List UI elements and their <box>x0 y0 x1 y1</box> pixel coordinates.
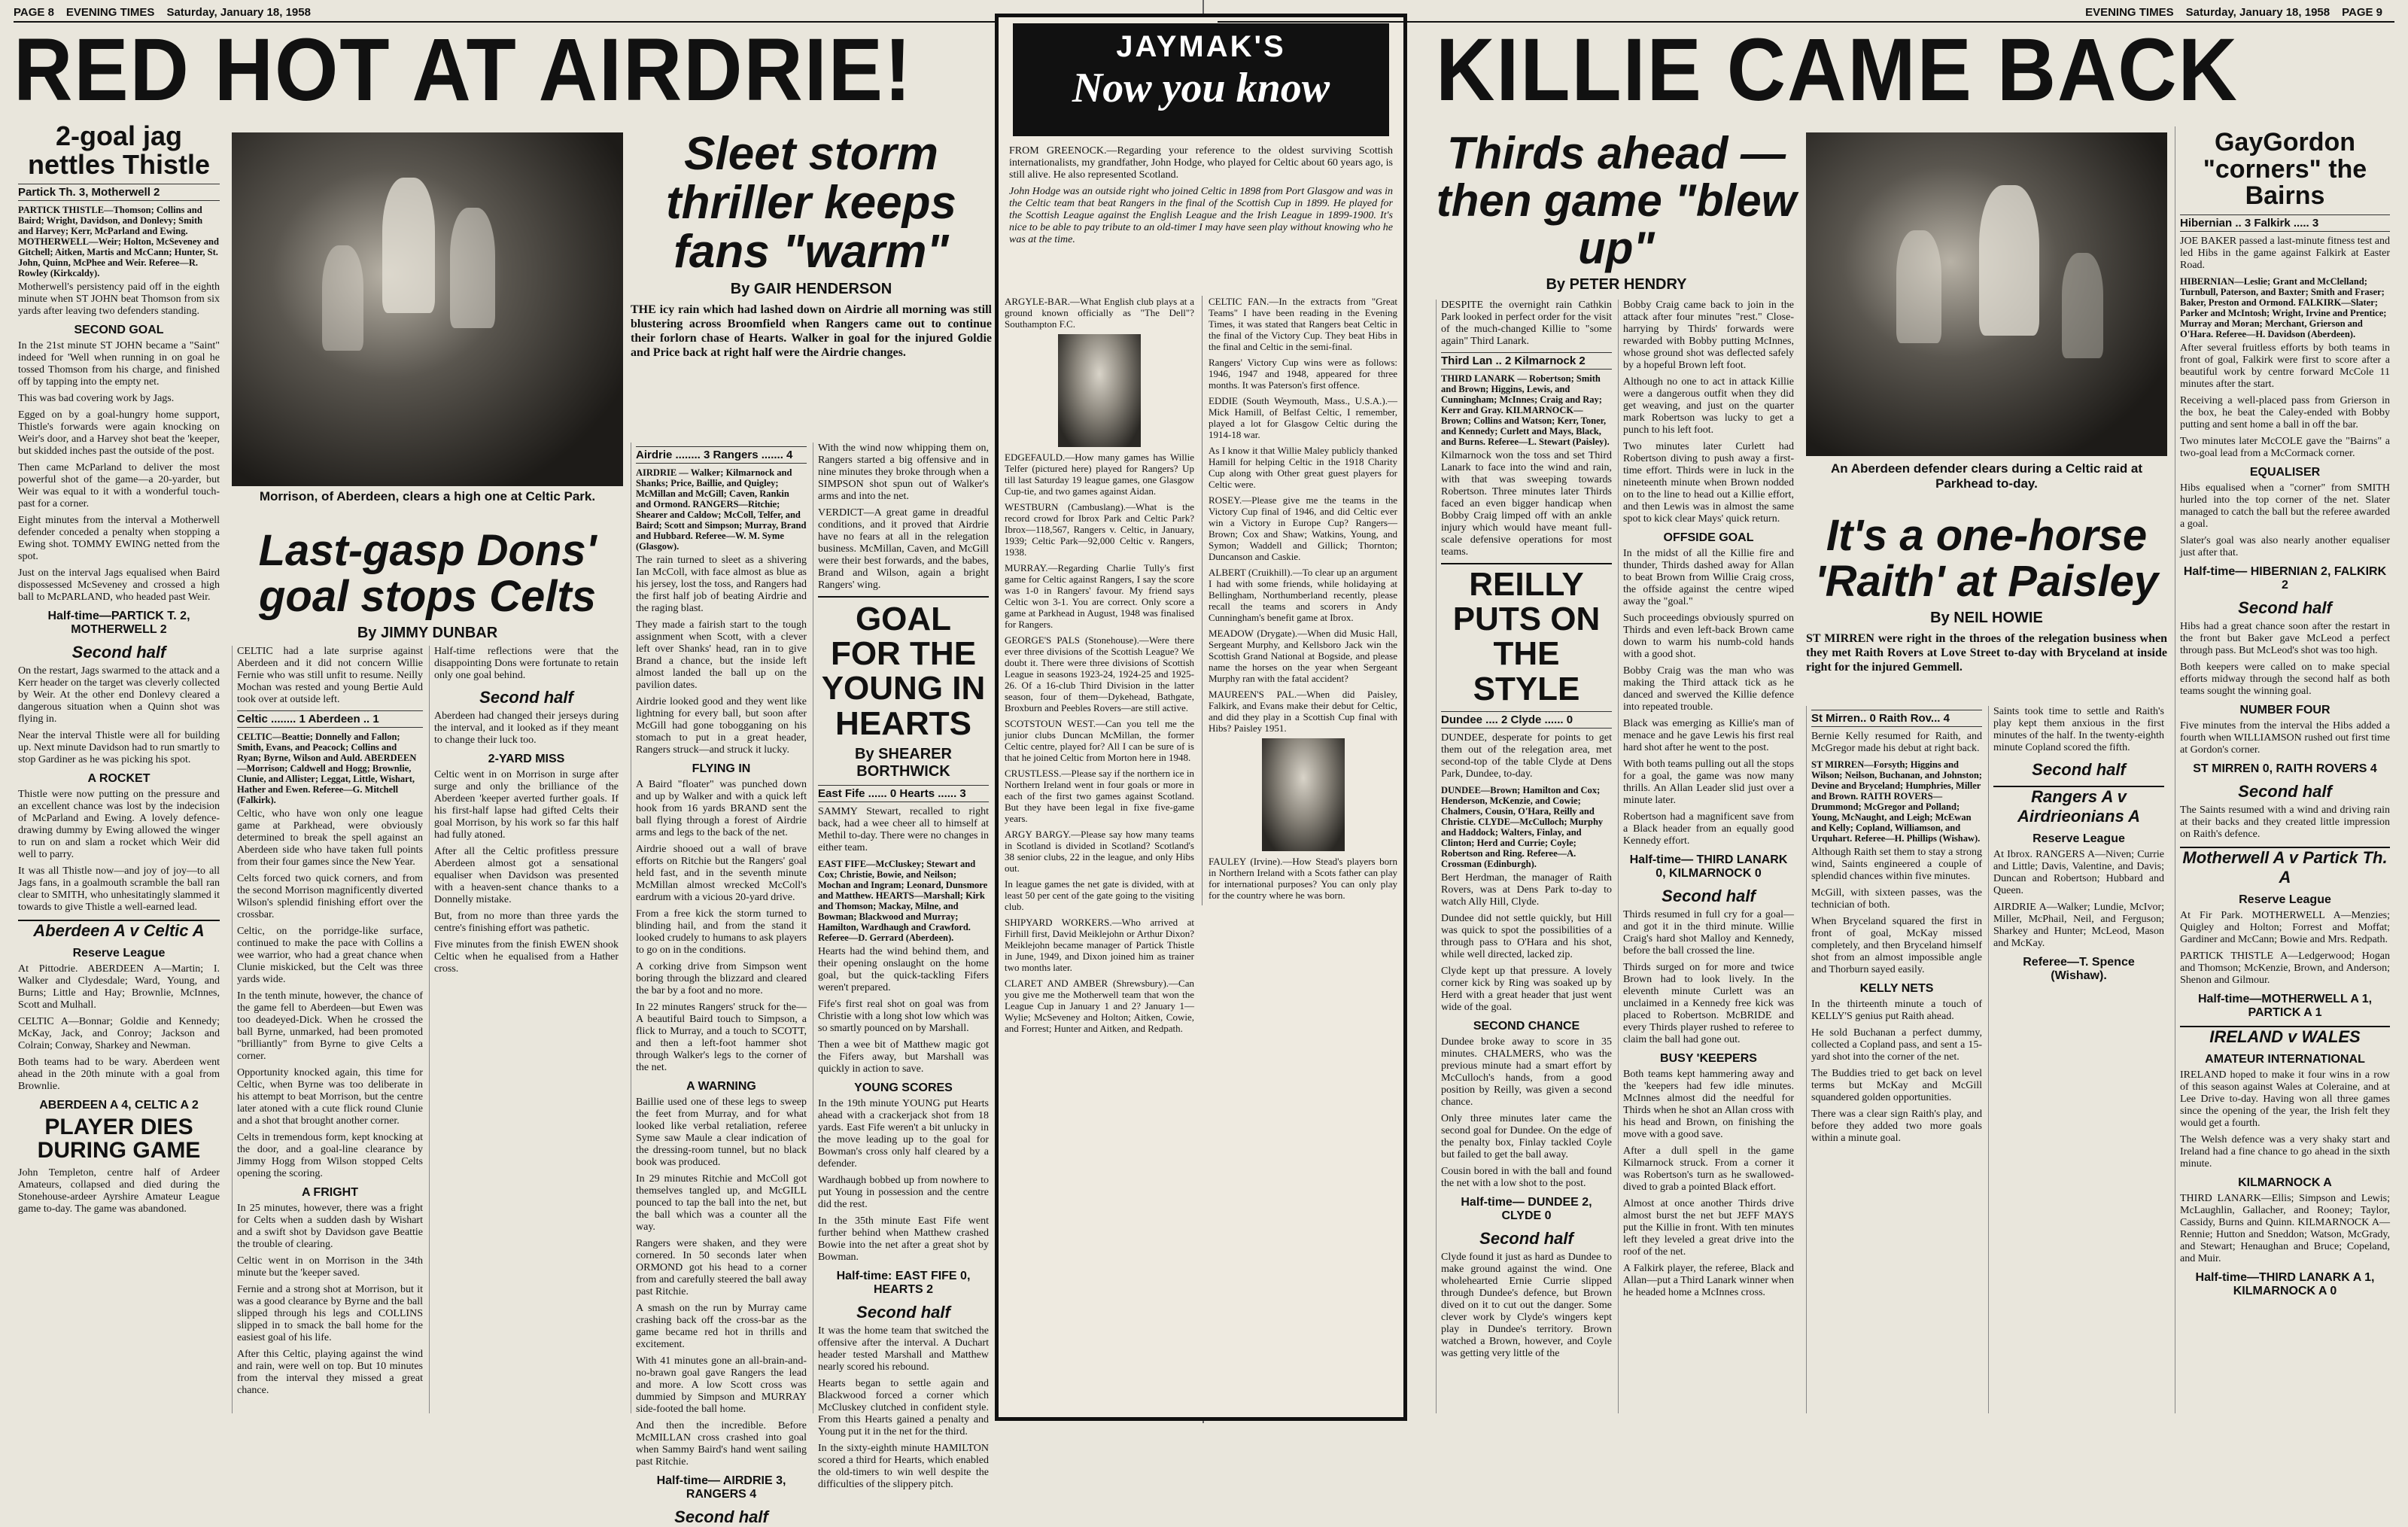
celtic-headline-block <box>232 525 623 646</box>
hibs-p4: Two minutes later McCOLE gave the "Bairns" a two-goal lead from a McCormack corner. <box>2180 436 2390 460</box>
jaymak-item: EDGEFAULD.—How many games has Willie Telfer (pictured here) played for Rangers? Up till last Saturday 19 league games, one Glasgow Cup-tie, and two games against Aidan. <box>1005 452 1194 497</box>
goal-p8: It was the home team that switched the offensive after the interval. A Duchart header tested Marshall and Matthew nearly scored his rebound. <box>818 1325 989 1373</box>
reilly-p5: Dundee broke away to score in 35 minutes. CHALMERS, who was the previous minute had a smart effort by McCulloch's hands, from a good position by Reilly, was given a second chance. <box>1441 1036 1612 1108</box>
reserve3-note: Reserve League <box>2033 832 2125 845</box>
partick-half: Half-time—PARTICK T. 2, MOTHERWELL 2 <box>47 609 190 636</box>
hibs-p5: Hibs equalised when a "corner" from SMITH hurled into the top corner of the net. Slater managed to catch the ball but the referee awarded a goal. <box>2180 482 2390 531</box>
reilly-p7: Cousin bored in with the ball and found the net with a low shot to the post. <box>1441 1165 1612 1189</box>
celtic-p8: In 25 minutes, however, there was a fright for Celts when a sudden dash by Wishart and a swift shot by Davidson gave Beattie the trouble of clearing. <box>237 1203 423 1250</box>
raith-sub1: KELLY NETS <box>1859 982 1934 995</box>
thirds-sub1: OFFSIDE GOAL <box>1663 531 1754 544</box>
thirds-p7: Such proceedings obviously spurred on Thirds and even left-back Brown came down to warm his numb-cold hands with a good shot. <box>1623 613 1794 660</box>
hibs-p6: Slater's goal was also nearly another equaliser just after that. <box>2180 535 2390 559</box>
airdrie-headline-block <box>631 126 992 364</box>
airdrie-half: Half-time— AIRDRIE 3, RANGERS 4 <box>656 1474 786 1501</box>
airdrie-article-col1 <box>631 443 811 1526</box>
celtic-headline: Last-gasp Dons' goal stops Celts <box>258 526 597 621</box>
jaymak-item: MURRAY.—Regarding Charlie Tully's first game for Celtic against Rangers, I say the score was 1-0 in Rangers' favour. My friend says Celtic won 3-1. You are correct. Only score a game at Parkhead in August, 1948 was finalised for Rangers. <box>1005 562 1194 630</box>
airdrie-teams: AIRDRIE — Walker; Kilmarnock and Shanks; Price, Baillie, and Quigley; McMillan and McGill; Caven, Rankin and Ormond. RANGERS—Ritchie; Shearer and Caldow; McColl, Telfer, and Baird; Scott and Simpson; Murray, Brand and Hubbard. Referee—W. M. Syme (Glasgow). <box>636 467 807 552</box>
raith-p3: Although Raith set them to stay a strong wind, Saints engineered a couple of splendid chances within five minutes. <box>1811 847 1982 882</box>
partick-sub3: A ROCKET <box>87 771 150 785</box>
partick-sub1: SECOND GOAL <box>74 323 164 336</box>
partick-p3: This was bad covering work by Jags. <box>18 392 175 404</box>
killieres-half: Half-time—THIRD LANARK A 1, KILMARNOCK A 0 <box>2195 1271 2375 1298</box>
partick-p4: Egged on by a goal-hungry home support, Thistle's forwards were again knocking on Weir's door, and a Harvey shot beat the 'keeper, but skidded inches past the outside of the post. <box>18 409 220 457</box>
airdrie-p5: A Baird "floater" was punched down and up by Walker and with a quick left hook from 16 yards BRAND sent the ball flying through a forest of Airdrie arms and legs to the back of the net. <box>636 779 807 838</box>
partick-p8: On the restart, Jags swarmed to the attack and a Kerr header on the target was cleverly collected by Weir. At the other end Donlevy cleared a dangerous situation when a Quinn shot was flying in. <box>18 665 220 725</box>
thirds-p6: In the midst of all the Killie fire and thunder, Thirds dashed away for Allan to beat Brown from Willie Craig cross, the offside against the centre wiped away the "goal." <box>1623 548 1794 607</box>
right-page <box>1204 0 2408 1423</box>
raith-half: ST MIRREN 0, RAITH ROVERS 4 <box>2193 762 2377 776</box>
raith-p6: In the thirteenth minute a touch of KELLY'S genius put Raith ahead. <box>1811 999 1982 1022</box>
airdrie-sub3: Second half <box>674 1507 768 1526</box>
airdrie-goal-col <box>813 443 993 1490</box>
celtic-p5: In the tenth minute, however, the chance of the game fell to Aberdeen—but Ewen was too deadeyed-Dick. When he crossed the ball Byrne, unmarked, had been promoted "brilliantly" from Byrne to give Celts a corner. <box>237 990 423 1062</box>
reilly-score: Dundee .... 2 Clyde ...... 0 <box>1441 711 1612 729</box>
jaymak-item: ARGYLE-BAR.—What English club plays at a ground known officially as "The Dell"? Southampton F.C. <box>1005 296 1194 330</box>
jaymak-intro-p2: John Hodge was an outside right who joined Celtic in 1898 from Port Glasgow and was in the Celtic team that beat Rangers in the final of the Scottish Cup in 1899. He played for the Scottish League against the English League and the Irish League in 1899-1900. It's nice to be able to pay tribute to an old-timer I may have seen play without knowing who he was at the time. <box>1009 186 1393 245</box>
airdrie-p16: With the wind now whipping them on, Rangers started a big offensive and in nine minutes they broke through when a SIMPSON shot spun out of Walker's arms and into the net. <box>818 443 989 502</box>
thirds-article-col2 <box>1618 300 1798 1413</box>
jaymak-logo-bottom: Now you know <box>1072 65 1330 111</box>
reserve3-p2: AIRDRIE A—Walker; Lundie, McIvor; Miller, McPhail, Neil, and Ferguson; Sharkey and Hunter; McLeod, Mason and McKay. <box>1993 902 2164 949</box>
hibs-p9: Five minutes from the interval the Hibs added a fourth when WILLIAMSON rushed out first time at Gordon's corner. <box>2180 720 2390 756</box>
reserve2-heading: Motherwell A v Partick Th. A <box>2180 847 2390 887</box>
goal-byline: By SHEARER BORTHWICK <box>855 745 952 780</box>
thirds-p16: Almost at once another Thirds drive almost burst the net but JEFF MAYS put the Killie in front. With ten minutes left they leveled a great drive into the roof of the net. <box>1623 1198 1794 1258</box>
airdrie-byline: By GAIR HENDERSON <box>730 281 892 298</box>
jaymak-intro-p1: FROM GREENOCK.—Regarding your reference to the oldest surviving Scottish internationalists, my grandfather, John Hodge, who played for Celtic about 60 years ago, is still alive. He also represented Scotland. <box>1009 145 1393 181</box>
airdrie-p12: Rangers were shaken, and they were cornered. In 50 seconds later when ORMOND got his head to a corner from and carefully steered the ball away past Ritchie. <box>636 1238 807 1297</box>
thirds-p4: Although no one to act in attack Killie were a dangerous outfit when they did get weaving, and just on the quarter mark Robertson was lucky to get a punch to his left foot. <box>1623 376 1794 436</box>
ireland-p1: IRELAND hoped to make it four wins in a row of this season against Wales at Coleraine, and at Lee Drive to-day. Having won all three games since the opening of the year, the Irish felt they would get a fourth. <box>2180 1069 2390 1130</box>
thirds-score: Third Lan .. 2 Kilmarnock 2 <box>1441 352 1612 370</box>
jaymak-item: CRUSTLESS.—Please say if the northern ice in Northern Ireland went in four goals or more in each of the first two games against Scotland. But they have been legal in fixe five-game years. <box>1005 768 1194 824</box>
airdrie-sub2: A WARNING <box>686 1080 756 1093</box>
reilly-p1: DUNDEE, desperate for points to get them out of the relegation area, met second-top of the table Clyde at Dens Park, Dundee, to-day. <box>1441 732 1612 780</box>
goal-p7: In the 35th minute East Fife went further behind when Matthew crashed Bowie into the net after a great shot by Bowman. <box>818 1215 989 1263</box>
hibs-sub2: Second half <box>2238 598 2332 618</box>
goal-p1: SAMMY Stewart, recalled to right back, had a wee cheer all to himself at Methil to-day. There were no changes in either team. <box>818 805 989 853</box>
ireland-p2: The Welsh defence was a very shaky start and Ireland had a fine chance to go ahead in the sixth minute. <box>2180 1134 2390 1170</box>
thirds-headline: Thirds ahead —then game "blew up" <box>1436 128 1797 273</box>
partick-p2: In the 21st minute ST JOHN became a "Saint" indeed for 'Well when running in on goal he tossed Thomson from his charge, and finished off by tapping into the empty net. <box>18 339 220 388</box>
celtic-p4: Celtic, on the porridge-like surface, continued to make the pace with Collins a wee warrior, who had a great chance when Clunie miskicked, but the Celt was three yards wide. <box>237 926 423 985</box>
goal-p10: In the sixty-eighth minute HAMILTON scored a third for Hearts, which enabled the old-timers to win well despite the difficulties of the slippery pitch. <box>818 1442 989 1490</box>
reilly-sub1: SECOND CHANCE <box>1473 1019 1580 1033</box>
goal-sub2: Second half <box>856 1302 950 1322</box>
thirds-byline: By PETER HENDRY <box>1546 276 1687 293</box>
raith-article-col2 <box>1988 706 2169 1413</box>
thirds-p13: Thirds surged on for more and twice Brown had to look lively. In the eleventh minute Curlett was an unclaimed in a Kennedy free kick was placed to Robertson. McBRIDE and every Thirds player rushed to referee to claim the ball had gone out. <box>1623 962 1794 1045</box>
reilly-teams: DUNDEE—Brown; Hamilton and Cox; Henderson, McKenzie, and Cowie; Chalmers, Cousin, O'Hara, Reilly and Christie. CLYDE—McCulloch; Murphy and Haddock; Walters, Finlay, and Clinton; Herd and Currie; Coyle; Robertson and Ring. Referee—A. Crossman (Edinburgh). <box>1441 784 1604 869</box>
jaymak-item: MEADOW (Drygate).—When did Music Hall, Sergeant Murphy, and Kellsboro Jack win the Scottish Grand National at Bogside, and please name the horses on the year when Sergeant Murphy ran with the fatal accident? <box>1209 628 1397 684</box>
reserve2-p1: At Fir Park. MOTHERWELL A—Menzies; Quigley and Holton; Forrest and Moffat; Gardiner and McCann; Bowie and Mrs. Redpath. <box>2180 910 2390 946</box>
celtic-teams: CELTIC—Beattie; Donnelly and Fallon; Smith, Evans, and Peacock; Collins and Ryan; Byrne, Wilson and Auld. ABERDEEN—Morrison; Caldwell and Hogg; Brownlie, Clunie, and Allister; Leggat, Little, Wishart, Hather and Ewen. Referee—G. Mitchell (Falkirk). <box>237 732 417 805</box>
photo-aberdeen-defender <box>1806 132 2167 456</box>
reilly-p6: Only three minutes later came the second goal for Dundee. On the edge of the penalty box, Finlay tackled Coyle but failed to get the ball away. <box>1441 1112 1612 1160</box>
raith-p8: The Buddies tried to get back on level terms but McKay and McGill squandered golden opportunities. <box>1811 1068 1982 1103</box>
thirds-p14: Both teams kept hammering away and the 'keepers had few idle minutes. McInnes almost did the needful for Thirds when he shot an Allan cross with his head and Brown, on finishing the move with a good save. <box>1623 1069 1794 1140</box>
jaymak-item: GEORGE'S PALS (Stonehouse).—Were there ever three divisions of the Scottish League? We doubt it. There were three divisions of Scottish League in seasons 1923-24, 1924-25 and 1925-26. Of a 16-club Third Division in the latter season, four of them—Dykehead, Bathgate, Broxburn and Peebles Rovers—are still active. <box>1005 634 1194 713</box>
celtic-p3: Celts forced two quick corners, and from the second Morrison magnificently diverted Wilson's splendid finishing effort over the crossbar. <box>237 873 423 920</box>
hibs-half: Half-time— HIBERNIAN 2, FALKIRK 2 <box>2183 565 2387 592</box>
hibs-p1: JOE BAKER passed a last-minute fitness test and led Hibs in the game against Falkirk at Easter Road. <box>2180 236 2390 272</box>
airdrie-p1: THE icy rain which had lashed down on Airdrie all morning was still blustering across Broomfield when Rangers came out to continue their forlorn chase of Hearts. Walker in goal for the injured Goldie and Price back at right half were the Airdrie changes. <box>631 303 992 360</box>
portrait-willie-telfer <box>1058 334 1141 447</box>
goal-teams: EAST FIFE—McCluskey; Stewart and Cox; Christie, Bowie, and Neilson; Mochan and Ingram; Leonard, Dunsmore and Matthew. HEARTS—Marshall; Kirk and Thomson; Mackay, Milne, and Bowman; Blackwood and Murray; Hamilton, Wardhaugh and Crawford. Referee—D. Gerrard (Aberdeen). <box>818 858 988 943</box>
celtic-article-col1 <box>232 646 427 1413</box>
hibs-p7: Hibs had a great chance soon after the restart in the front but Baker gave McLeod a perfect through pass. But McLeod's shot was too high. <box>2180 621 2390 657</box>
celtic-p2: Celtic, who have won only one league game at Parkhead, were obviously determined to break the spell against an Aberdeen side who have taken full points from their four games since the New Year. <box>237 808 423 868</box>
left-paper-name: EVENING TIMES <box>65 6 155 19</box>
raith-headline: It's a one-horse 'Raith' at Paisley <box>1814 511 2159 606</box>
airdrie-p13: A smash on the run by Murray came crashing back off the cross-bar as the game became red hot in thrills and excitement. <box>636 1303 807 1350</box>
jaymak-item: As I know it that Willie Maley publicly thanked Hamill for helping Celtic in the 1918 Charity Cup along with Other great guest players for Celtic were. <box>1209 445 1397 490</box>
hibs-score: Hibernian .. 3 Falkirk ..... 3 <box>2180 214 2390 232</box>
killieres-p1: THIRD LANARK—Ellis; Simpson and Lewis; McLaughlin, Gallacher, and Rooney; Taylor, Cassidy, Burns and Quinn. KILMARNOCK A—Rennie; Hutton and Sneddon; Watson, McGrady, and Stewart; Henaughan and Bruce; Copeland, and Muir. <box>2180 1193 2390 1265</box>
airdrie-p11: In 29 minutes Ritchie and McColl got themselves tangled up, and McGILL pounced to tap the ball into the net, but the ball which was a counter all the way. <box>636 1173 807 1233</box>
celtic-p6: Opportunity knocked again, this time for Celtic, when Byrne was too deliberate in his attempt to beat Morrison, but the centre later atoned with a cute flick round Clunie and a shot that brought another corner. <box>237 1067 423 1127</box>
reilly-p2: Bert Herdman, the manager of Raith Rovers, was at Dens Park to-day to watch Ally Hill, Clyde. <box>1441 871 1612 908</box>
celtic-p14: Celtic went in on Morrison in surge after surge and only the brilliance of the Aberdeen 'keeper averted further goals. If his first-half lapse had gifted Celts their goal Morrison, by his work so far this half had fully atoned. <box>434 769 619 841</box>
celtic-p15: After all the Celtic profitless pressure Aberdeen almost got a sensational equaliser when Davidson was presented with a heaven-sent chance thanks to a Donnelly mistake. <box>434 846 619 905</box>
hibs-sub1: EQUALISER <box>2249 466 2321 479</box>
player-p1: John Templeton, centre half of Ardeer Amateurs, collapsed and died during the Stonehouse-ardeer Ayrshire Amateur League game to-day. The game was abandoned. <box>18 1167 220 1215</box>
jaymak-item: ALBERT (Cruikhill).—To clear up an argument I had with some friends, while holidaying at Bellingham, Northumberland recently, please recall the teams and scorers in Andy Cunningham's benefit game at Ibrox. <box>1209 567 1397 623</box>
celtic-p10: Fernie and a strong shot at Morrison, but it was a good clearance by Byrne and the ball slipped through his legs and COLLINS slipped in to smack the ball home for the easiest goal of his life. <box>237 1284 423 1343</box>
reilly-half: Half-time— DUNDEE 2, CLYDE 0 <box>1461 1195 1592 1222</box>
raith-p7: He sold Buchanan a perfect dummy, collected a Copland pass, and sent a 15-yard shot into the corner of the net. <box>1811 1027 1982 1063</box>
ireland-note: AMATEUR INTERNATIONAL <box>2205 1053 2365 1066</box>
celtic-article-col2 <box>429 646 623 1413</box>
partick-p10: Thistle were now putting on the pressure and an excellent chance was lost by the indecision of McParland and Ewing. A lovely defence-drawing dummy by Ewing allowed the winger to run on and slam a rocket which Weir did well to parry. <box>18 788 220 860</box>
jaymak-logo-top: JAYMAK'S <box>1116 30 1286 63</box>
hibs-article <box>2175 126 2394 1413</box>
thirds-p17: A Falkirk player, the referee, Black and Allan—put a Third Lanark winner when he headed home a McInnes cross. <box>1623 1263 1794 1298</box>
photo-aberdeen-caption: Morrison, of Aberdeen, clears a high one at Celtic Park. <box>259 489 596 503</box>
celtic-p1: CELTIC had a late surprise against Aberdeen and it did not concern Willie Fernie who was still unfit to resume. Neilly Mochan was rested and young Bertie Auld took over at outside left. <box>237 646 423 705</box>
jaymak-item: SCOTSTOUN WEST.—Can you tell me the junior clubs Duncan McMillan, the former Celtic centre, played for? All I can be sure of is that he joined Celtic from Morton here in 1948. <box>1005 718 1194 763</box>
reserve2-p2: PARTICK THISTLE A—Ledgerwood; Hogan and Thomson; McKenzie, Brown, and Anderson; Shenon and Gilmour. <box>2180 951 2390 987</box>
jaymak-col1 <box>999 296 1200 1039</box>
thirds-p10: With both teams pulling out all the stops for a goal, the game was now many thrills. An Allan Leader slid just over a minute later. <box>1623 759 1794 806</box>
reserve1-p1: At Pittodrie. ABERDEEN A—Martin; I. Walker and Clydesdale; Ward, Young, and Burns; Little and Hay; Brownlie, McInnes, Scott and Mulhall. <box>18 963 220 1011</box>
right-page-number: PAGE 9 <box>2342 6 2382 19</box>
jaymak-item: ARGY BARGY.—Please say how many teams in Scotland is divided in Scotland? Scotland's 38 senior clubs, 22 in the league, and only Hibs out. <box>1005 829 1194 874</box>
right-date: Saturday, January 18, 1958 <box>2185 6 2330 19</box>
thirds-half: Half-time— THIRD LANARK 0, KILMARNOCK 0 <box>1629 853 1788 880</box>
raith-sub2b: Second half <box>2238 782 2332 802</box>
airdrie-p2: The rain turned to sleet as a shivering Ian McColl, with face almost as blue as his jersey, lost the toss, and Rangers had the first half job of beating Airdrie and the raging blast. <box>636 555 807 614</box>
reserve3-heading: Rangers A v Airdrieonians A <box>1993 786 2164 826</box>
photo-aberdeen-clearance <box>232 132 623 486</box>
airdrie-p3: They made a fairish start to the tough assignment when Scott, with a clever left over Shanks' head, ran in to give Brand a chance, but the inside left almost landed the ball up on the pavilion dates. <box>636 619 807 691</box>
partick-p7: Just on the interval Jags equalised when Baird dispossessed McSeveney and crossed a high ball to McPARLAND, who headed past Weir. <box>18 567 220 603</box>
jaymak-item: ROSEY.—Please give me the teams in the Victory Cup final of 1946, and did Celtic ever win a Victory in Europe Cup? Rangers—Brown; Cox and Shaw; Watkins, Young, and Symon; Waddell and Gillick; Thornton; Duncanson and Caskie. <box>1209 494 1397 562</box>
airdrie-p14: With 41 minutes gone an all-brain-and-no-brawn goal gave Rangers the lead and more. A low Scott cross was dummied by Simpson and MURRAY side-footed the ball home. <box>636 1355 807 1415</box>
airdrie-p10: Baillie used one of these legs to sweep the feet from Murray, and for what looked like verbal retaliation, referee Syme saw Maule a clear indication of the dressing-room tunnel, but no black book was produced. <box>636 1097 807 1168</box>
jaymak-item: SHIPYARD WORKERS.—Who arrived at Firhill first, David Meiklejohn or Arthur Dixon? Meiklejohn became manager of Partick Thistle in June, 1949, and Dixon joined him as trainer two months later. <box>1005 917 1194 973</box>
reserve3-p1: At Ibrox. RANGERS A—Niven; Currie and Little; Davis, Valentine, and Davis; Duncan and Robertson; Hubbard and Queen. <box>1993 849 2164 896</box>
thirds-sub2: Second half <box>1662 887 1756 905</box>
raith-article-col1 <box>1806 706 1987 1413</box>
reilly-p4: Clyde kept up that pressure. A lovely corner kick by Ring was soaked up by Herd with a great header that just went wide of the goal. <box>1441 965 1612 1013</box>
goal-p5: In the 19th minute YOUNG put Hearts ahead with a crackerjack shot from 18 yards. East Fife weren't a bit unlucky in the move leading up to the goal for Bowman's cross only half cleared by a defender. <box>818 1097 989 1170</box>
airdrie-sub1: FLYING IN <box>692 762 751 775</box>
airdrie-p6: Airdrie shooed out a wall of brave efforts on Ritchie but the Rangers' goal held fast, and in the seventh minute McMillan almost wrecked McColl's eardrum with a vicious 20-yard drive. <box>636 844 807 903</box>
reilly-sub2: Second half <box>1479 1228 1573 1248</box>
goal-p9: Hearts began to settle again and Blackwood forced a corner which McCluskey clutched in confident style. From this Hearts gained a penalty and Young put it in the net for the third. <box>818 1377 989 1437</box>
goal-headline: GOAL FOR THE YOUNG IN HEARTS <box>818 596 989 741</box>
reserve1-p2: CELTIC A—Bonnar; Goldie and Kennedy; McKay, Jack, and Conroy; Jackson and Colrain; Conway, Sharkey and Newman. <box>18 1015 220 1051</box>
celtic-p9: Celtic went in on Morrison in the 34th minute but the 'keeper saved. <box>237 1255 423 1279</box>
jaymak-item: FAULEY (Irvine).—How Stead's players born in Northern Ireland with a Scots father can play for international purposes? You can only play for the country where he was born. <box>1209 856 1397 901</box>
goal-score: East Fife ...... 0 Hearts ...... 3 <box>818 785 989 802</box>
photo-defender-caption: An Aberdeen defender clears during a Celtic raid at Parkhead to-day. <box>1830 461 2143 491</box>
goal-p2: Hearts had the wind behind them, and their opening onslaught on the home goal, but the quick-tackling Fifers weren't prepared. <box>818 945 989 993</box>
thirds-teams: THIRD LANARK — Robertson; Smith and Brown; Higgins, Lewis, and Cunningham; McInnes; Craig and Ray; Kerr and Gray. KILMARNOCK—Brown; Collins and Watson; Kerr, Toner, and Kennedy; Curlett and Mays, Black, and Burns. Referee—L. Stewart (Paisley). <box>1441 373 1610 447</box>
reserve3-half: Referee—T. Spence (Wishaw). <box>2023 956 2135 982</box>
raith-sub2: Second half <box>2032 760 2126 779</box>
thirds-p3: Bobby Craig came back to join in the attack after four minutes "rest." Close-harrying by Thirds' forwards were rewarded with Bobby putting McInnes, whose ground shot was deflected safely by a hopeful Brown left foot. <box>1623 300 1794 371</box>
thirds-headline-block <box>1436 126 1797 298</box>
thirds-p15: After a dull spell in the game Kilmarnock struck. From a corner it was Robertson's turn as he swallowed-dived to grab a pointed Black effort. <box>1623 1145 1794 1193</box>
raith2-p1: Saints took time to settle and Raith's play kept them anxious in the first minutes of the half. In the twenty-eighth minute Copland scored the fifth. <box>1993 706 2164 753</box>
reserve1-half: ABERDEEN A 4, CELTIC A 2 <box>39 1098 199 1112</box>
jaymak-item: CLARET AND AMBER (Shrewsbury).—Can you give me the Motherwell team that won the League Cup in January 1 and 2? January 1—Wylie; McSeveney and Holton; Aitken, Cowie, and Forrest; Hunter and Aitken, and Redpath. <box>1005 978 1194 1034</box>
goal-p6: Wardhaugh bobbed up from nowhere to put Young in possession and the centre did the rest. <box>818 1174 989 1210</box>
raith-byline: By NEIL HOWIE <box>1930 609 2043 626</box>
thirds-p12: Thirds resumed in full cry for a goal—and got it in the third minute. Willie Craig's hard shot Malloy and Kennedy, before the ball crossed the line. <box>1623 909 1794 957</box>
thirds-article-col1 <box>1436 300 1616 1413</box>
raith-p1: ST MIRREN were right in the throes of the relegation business when they met Raith Rovers at Love Street to-day with Bryceland at inside right for the injured Gemmell. <box>1806 631 2167 674</box>
hibs-p8: Both keepers were called on to make special efforts midway through the second half as both teams sought the winning goal. <box>2180 662 2390 698</box>
partick-p11: It was all Thistle now—and joy of joy—to all Jags fans, in a goalmouth scramble the ball ran clear to SMITH, who unhesitatingly slammed it towards to give Thistle a well-earned lead. <box>18 865 220 913</box>
celtic-sub1: A FRIGHT <box>302 1186 358 1199</box>
airdrie-p4: Airdrie looked good and they went like lightning for every ball, but soon after McGill had gone tobogganing on his stomach to put in a great header, Rangers struck—and struck it lucky. <box>636 696 807 756</box>
airdrie-headline: Sleet storm thriller keeps fans "warm" <box>666 128 956 278</box>
reserve1-heading: Aberdeen A v Celtic A <box>18 920 220 941</box>
raith-teams: ST MIRREN—Forsyth; Higgins and Wilson; Neilson, Buchanan, and Johnston; Devine and Bryceland; Humphries, Miller and Brown. RAITH ROVERS—Drummond; McGregor and Polland; Young, McNaught, and Leigh; McEwan and Kelly; Copland, Williamson, and Urquhart. Referee—H. Phillips (Wishaw). <box>1811 759 1982 844</box>
right-banner-headline: KILLIE CAME BACK <box>1436 20 2239 120</box>
raith-p2: Bernie Kelly resumed for Raith, and McGregor made his debut at right back. <box>1811 731 1982 754</box>
jaymak-item: Rangers' Victory Cup wins were as follows: 1946, 1947 and 1948, appeared for three months. It was Paterson's first offence. <box>1209 357 1397 391</box>
partick-article <box>14 119 224 1413</box>
reserve1-p3: Both teams had to be wary. Aberdeen went ahead in the 20th minute with a goal from Brownlie. <box>18 1056 220 1092</box>
raith-p9: There was a clear sign Raith's play, and before they added two more goals within a minute goal. <box>1811 1109 1982 1144</box>
jaymak-item: In league games the net gate is divided, with at least 50 per cent of the gate going to the visiting club. <box>1005 878 1194 912</box>
hibs-teams: HIBERNIAN—Leslie; Grant and McClelland; Turnbull, Paterson, and Baxter; Smith and Fraser; Baker, Preston and Ormond. FALKIRK—Slater; Parker and McIntosh; Wright, Irvine and Prentice; Murray and Moran; Merchant, Grierson and O'Hara. Referee—H. Davidson (Aberdeen). <box>2180 276 2387 340</box>
celtic-p7: Celts in tremendous form, kept knocking at the door, and a goal-line clearance by Jimmy Hogg from Wilson stopped Celts opening the scoring. <box>237 1132 423 1179</box>
hibs-p10: The Saints resumed with a wind and driving rain at their backs and they created little impression on Raith's defence. <box>2180 805 2390 841</box>
airdrie-p15: And then the incredible. Before McMILLAN cross crashed into goal when Sammy Baird's hand went sailing past Ritchie. <box>636 1420 807 1468</box>
thirds-p2: Kilmarnock won the toss and set Third Lanark to face into the wind and rain, with that was sweeping towards Robertson. Three minutes later Thirds faced an even bigger handicap when Bobby Craig limped off with an ankle injury which would have meant full-scale defensive operations for most teams. <box>1441 450 1612 558</box>
partick-sub2: Second half <box>71 642 166 662</box>
partick-p5: Then came McParland to deliver the most powerful shot of the game—a 20-yarder, but Weir was equal to it with a wonderful touch-past for a corner. <box>18 461 220 510</box>
airdrie-p17: VERDICT—A great game in dreadful conditions, and it proved that Airdrie have no fears at all in the relegation business. McMillan, Caven, and McGill were their best forwards, and the babes, Brand and Wilson, again a bright Rangers' wing. <box>818 507 989 591</box>
jaymak-item: WESTBURN (Cambuslang).—What is the record crowd for Ibrox Park and Celtic Park? Ibrox—118,567, Rangers v. Celtic, in January, 1939; Celtic Park—92,000 Celtic v. Rangers, 1938. <box>1005 501 1194 558</box>
airdrie-p9: In 22 minutes Rangers' struck for the—A beautiful Baird touch to Simpson, a flick to Murray, and a touch to SCOTT, and then a left-foot hammer shot through Walker's legs to the corner of the net. <box>636 1002 807 1073</box>
reserve1-note: Reserve League <box>72 946 166 960</box>
reserve2-note: Reserve League <box>2239 893 2331 907</box>
jaymak-item: CELTIC FAN.—In the extracts from "Great Teams" I have been reading in the Evening Times, it was stated that Rangers beat Celtic in the final of the Victory Cup. They beat Hibs in the final and Celtic in the semi-final. <box>1209 296 1397 352</box>
thirds-p9: Black was emerging as Killie's man of menace and he gave Lewis his first real hard shot after he went to the post. <box>1623 718 1794 753</box>
celtic-p11: After this Celtic, playing against the wind and rain, were well on top. But 10 minutes from the interval they missed a great chance. <box>237 1349 423 1396</box>
partick-p9: Near the interval Thistle were all for building up. Next minute Davidson had to run smartly to stop Gardiner as he was picking his spot. <box>18 729 220 765</box>
left-banner-headline: RED HOT AT AIRDRIE! <box>14 20 913 120</box>
celtic-p12: Aberdeen had changed their jerseys during the interval, and it looked as if they meant to change their luck too. <box>434 710 619 746</box>
reserve2-half: Half-time—MOTHERWELL A 1, PARTICK A 1 <box>2197 993 2373 1020</box>
celtic-byline: By JIMMY DUNBAR <box>357 624 498 641</box>
raith-score: St Mirren.. 0 Raith Rov... 4 <box>1811 710 1982 727</box>
celtic-p17: Five minutes from the finish EWEN shook Celtic when he equalised from a Hather cross. <box>434 939 619 975</box>
celtic-sub3: 2-YARD MISS <box>488 753 565 765</box>
partick-teams: PARTICK THISTLE—Thomson; Collins and Baird; Wright, Davidson, and Donlevy; Smith and Harvey; Kerr, McParland and Ewing. MOTHERWELL—Weir; Holton, McSeveney and Gitchell; Aitken, Martis and McCann; Hunter, St. John, Quinn, McPhee and Weir. Referee—R. Rowley (Kirkcaldy). <box>18 204 219 278</box>
ireland-headline: IRELAND v WALES <box>2180 1026 2390 1047</box>
right-columns <box>1218 119 2394 1413</box>
airdrie-p7: From a free kick the storm turned to blinding hail, and from the stand it looked crudely to humans to ask players to go on in the conditions. <box>636 908 807 956</box>
jaymak-item: EDDIE (South Weymouth, Mass., U.S.A.).—Mick Hamill, of Belfast Celtic, I remember, played a lot for Glasgow Celtic during the 1914-18 war. <box>1209 395 1397 440</box>
raith-headline-block <box>1806 510 2167 679</box>
celtic-score: Celtic ........ 1 Aberdeen .. 1 <box>237 710 423 728</box>
celtic-sub2: Second half <box>479 688 573 707</box>
raith-p4: McGill, with sixteen passes, was the technician of both. <box>1811 887 1982 911</box>
airdrie-score: Airdrie ........ 3 Rangers ....... 4 <box>636 446 807 464</box>
celtic-p16: But, from no more than three yards the centre's finishing effort was pathetic. <box>434 911 619 934</box>
left-page-number: PAGE 8 <box>14 6 54 19</box>
jaymak-item: MAUREEN'S PAL.—When did Paisley, Falkirk, and Evans make their debut for Celtic, and did they play in a Scottish Cup final with Hibs? Paisley 1951. <box>1209 689 1397 734</box>
left-date: Saturday, January 18, 1958 <box>166 6 311 19</box>
thirds-p5: Two minutes later Curlett had Robertson diving to push away a first-time effort. Thirds were in luck in the nineteenth minute when Brown nodded on to the line to head out a Killie effort, and then Lewis was in almost the same spot to kick clear Mays' quick return. <box>1623 441 1794 525</box>
thirds-p11: Robertson had a magnificent save from a Black header from an equally good Kennedy effort. <box>1623 811 1794 847</box>
celtic-p13: Half-time reflections were that the disappointing Dons were fortunate to retain only one goal behind. <box>434 646 619 681</box>
thirds-p1: DESPITE the overnight rain Cathkin Park looked in perfect order for the visit of the much-changed Killie to "some again" Third Lanark. <box>1441 300 1612 347</box>
partick-p1: Motherwell's persistency paid off in the eighth minute when ST JOHN beat Thomson from six yards after leaving two defenders standing. <box>18 281 220 317</box>
reilly-p3: Dundee did not settle quickly, but Hill was quick to spot the possibilities of a through pass to O'Hara and his shot, while well directed, lacked zip. <box>1441 912 1612 960</box>
thirds-p8: Bobby Craig was the man who was making the Third attack tick as he danced and swerved the Killie defence into repeated trouble. <box>1623 665 1794 713</box>
partick-score: Partick Th. 3, Motherwell 2 <box>18 184 220 201</box>
reilly-headline: REILLY PUTS ON THE STYLE <box>1441 563 1612 707</box>
hibs-headline: GayGordon "corners" the Bairns <box>2203 128 2367 211</box>
reilly-p8: Clyde found it just as hard as Dundee to make ground against the wind. One wholehearted Ernie Currie slipped through Dundee's defence, but Brown dived on it to cut out the danger. Some clever work by Clyde's wingers kept play in Dundee's territory. Brown watched a Brown, however, and Coyle was getting very little of the <box>1441 1251 1612 1359</box>
partick-p6: Eight minutes from the interval a Motherwell defender conceded a penalty when stopping a Ewing shot. TOMMY EWING netted from the spot. <box>18 514 220 562</box>
player-headline: PLAYER DIES DURING GAME <box>37 1114 201 1164</box>
raith-p5: When Bryceland squared the first in front of goal, McKay missed completely, and then Bryceland himself shot from an almost impossible angle and Thorburn sayed easily. <box>1811 916 1982 975</box>
partick-headline: 2-goal jag nettles Thistle <box>27 120 211 180</box>
killieres-heading: KILMARNOCK A <box>2238 1176 2332 1190</box>
right-paper-name: EVENING TIMES <box>2085 6 2174 19</box>
hibs-sub3: NUMBER FOUR <box>2239 704 2330 717</box>
hibs-p3: Receiving a well-placed pass from Grierson in the box, he beat the Caley-ended with Bobby putting and sent home a ball in off the bar. <box>2180 395 2390 431</box>
goal-p3: Fife's first real shot on goal was from Christie with a long shot low which was so smartly pounced on by Marshall. <box>818 998 989 1034</box>
thirds-sub3: BUSY 'KEEPERS <box>1660 1052 1757 1065</box>
hibs-p2: After several fruitless efforts by both teams in front of goal, Falkirk were first to score after a beautiful work by centre forward McCole 11 minutes after the start. <box>2180 342 2390 391</box>
airdrie-p8: A corking drive from Simpson went boring through the blizzard and cleared the bar by a foot and no more. <box>636 961 807 996</box>
goal-half: Half-time: EAST FIFE 0, HEARTS 2 <box>836 1269 971 1296</box>
goal-p4: Then a wee bit of Matthew magic got the Fifers away, but Marshall was quickly in action to save. <box>818 1039 989 1075</box>
goal-sub1: YOUNG SCORES <box>854 1081 953 1094</box>
